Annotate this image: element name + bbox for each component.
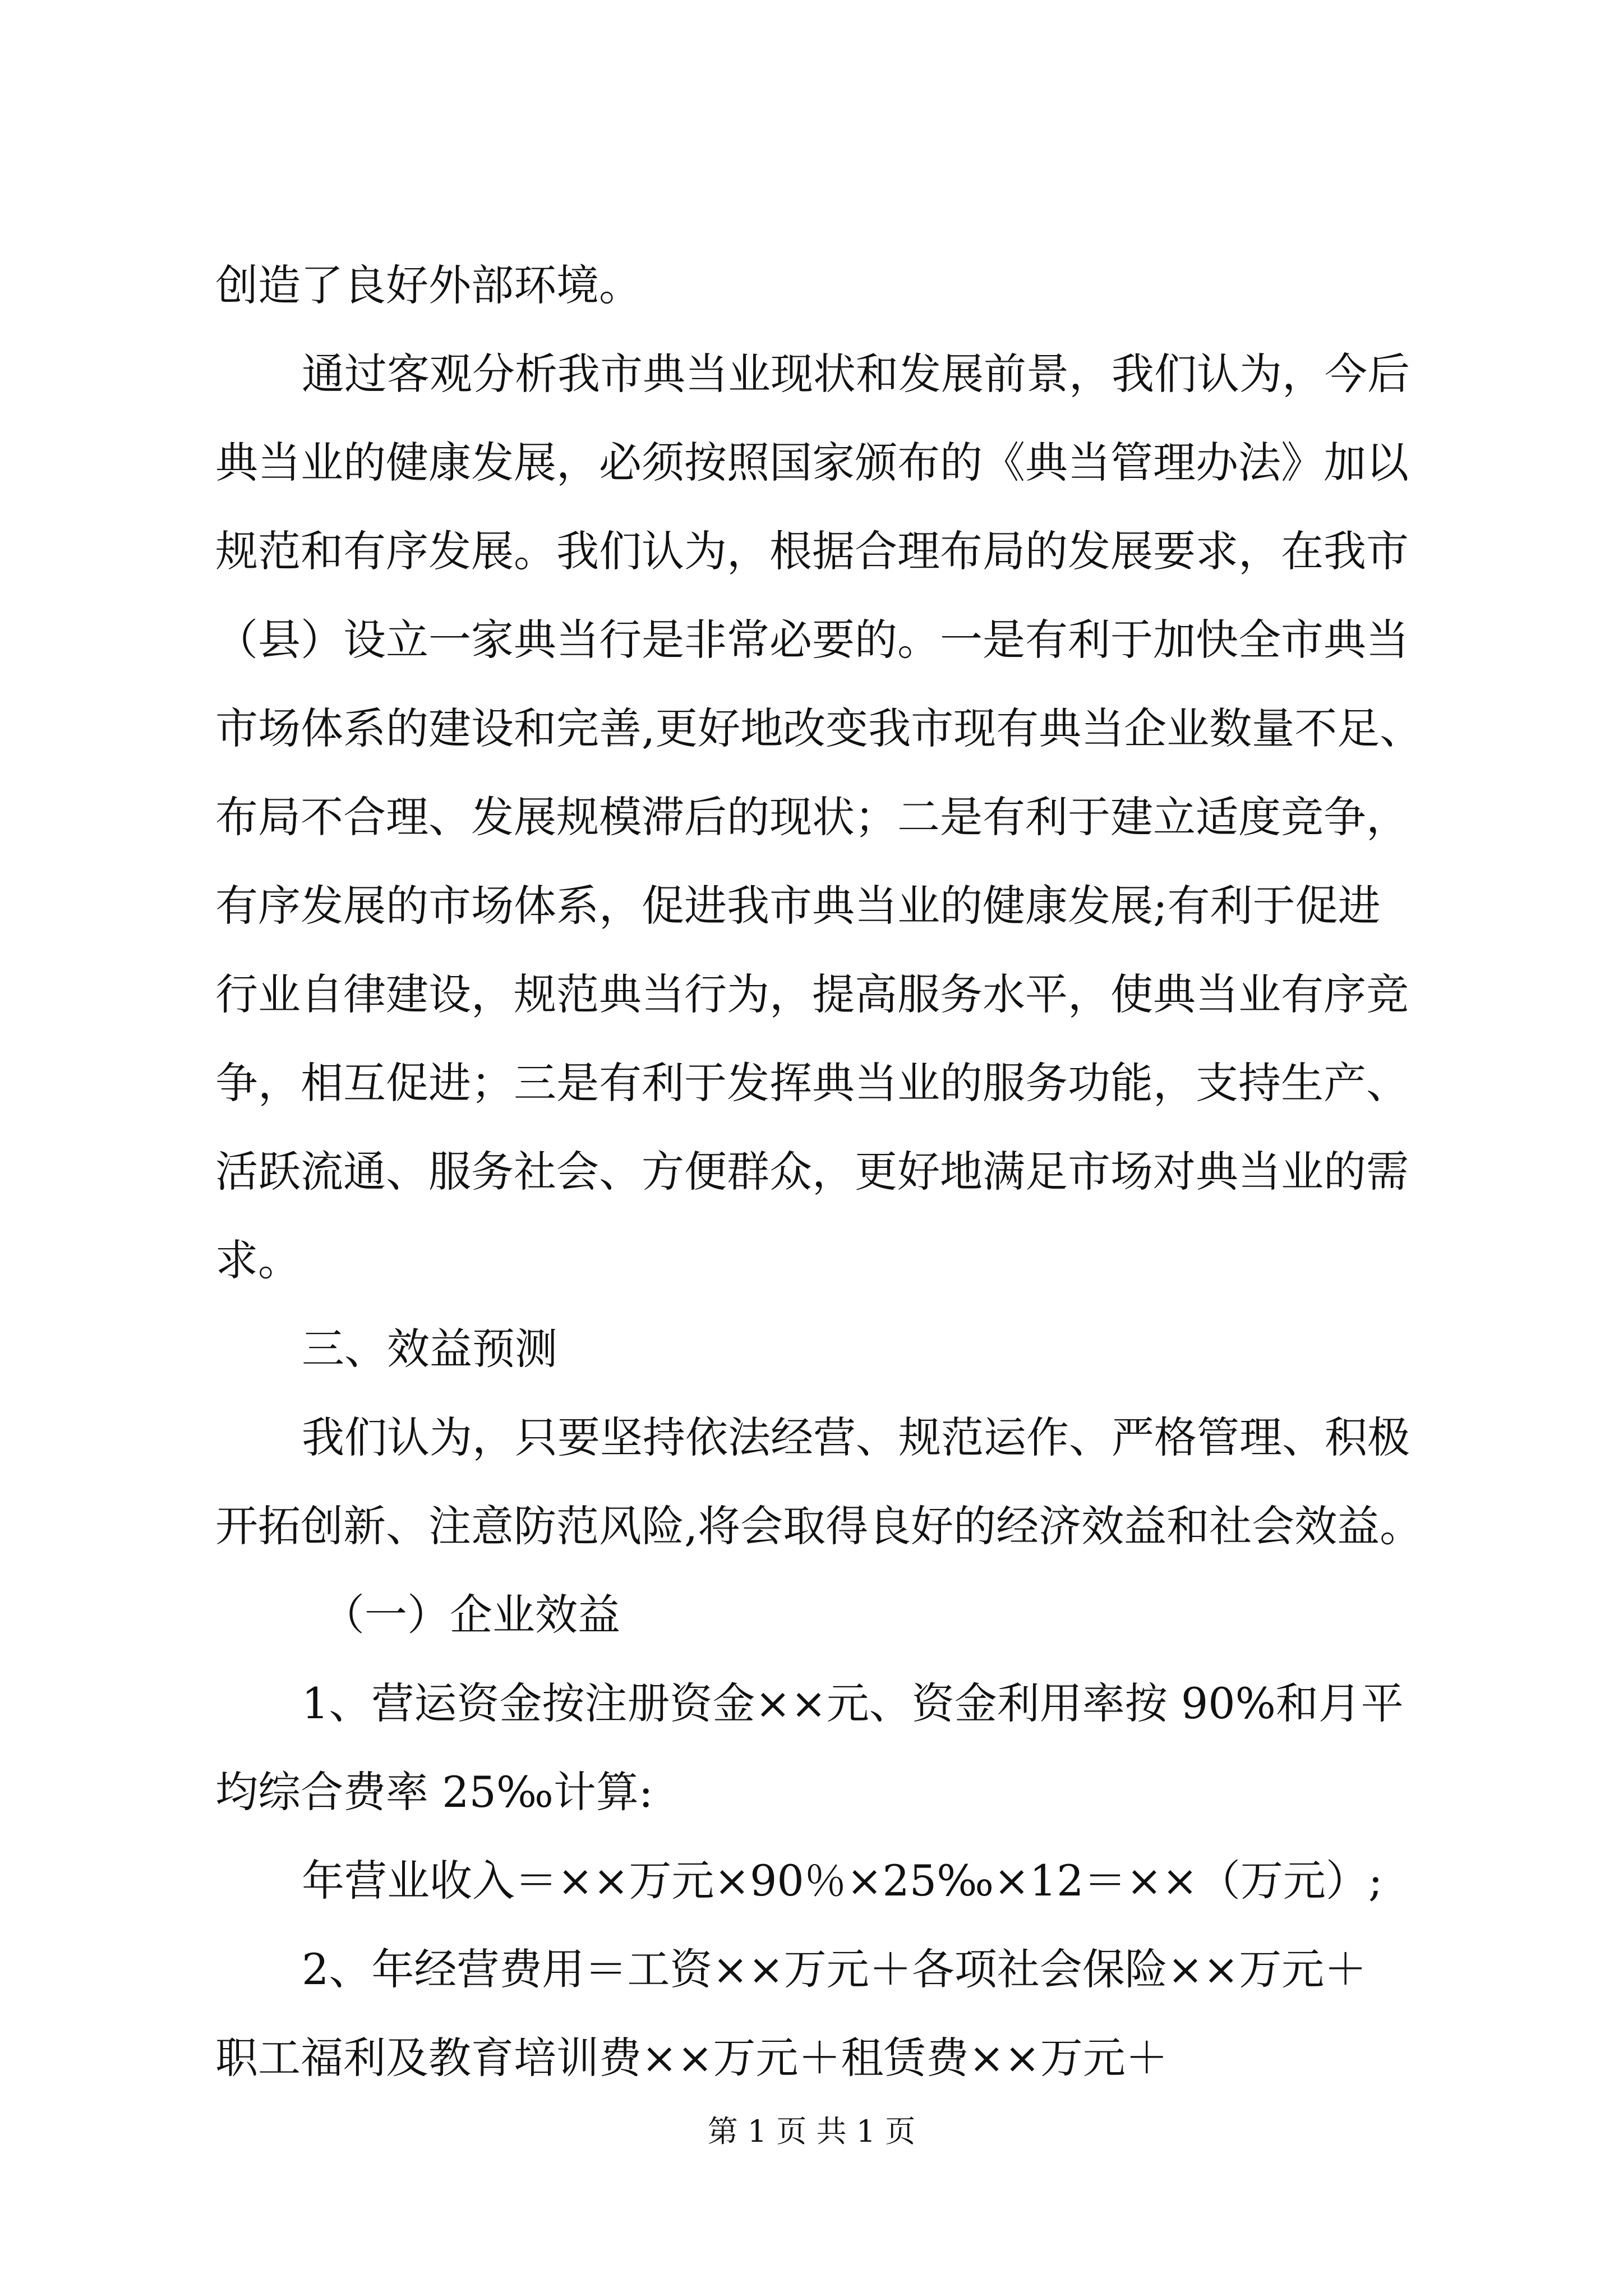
section-heading: 三、效益预测 [302,1324,557,1374]
text-line: 均综合费率 25‰计算: [215,1767,653,1817]
text-line: 求。 [215,1235,301,1285]
text-line: 职工福利及教育培训费××万元＋租赁费××万元＋ [215,2033,1168,2083]
text-line: 规范和有序发展。我们认为，根据合理布局的发展要求，在我市 [215,526,1409,576]
text-line: （县）设立一家典当行是非常必要的。一是有利于加快全市典当 [215,615,1409,665]
text-line: 市场体系的建设和完善,更好地改变我市现有典当企业数量不足、 [215,703,1423,753]
text-line: 行业自律建设，规范典当行为，提高服务水平，使典当业有序竞 [215,969,1409,1019]
paragraph-start: 通过客观分析我市典当业现状和发展前景，我们认为，今后 [302,349,1410,399]
text-line: 典当业的健康发展，必须按照国家颁布的《典当管理办法》加以 [215,438,1409,487]
text-line: 开拓创新、注意防范风险,将会取得良好的经济效益和社会效益。 [215,1501,1423,1551]
text-line: 争，相互促进；三是有利于发挥典当业的服务功能，支持生产、 [215,1058,1409,1108]
paragraph-start: 2、年经营费用＝工资××万元＋各项社会保险××万元＋ [302,1944,1367,1994]
subsection-heading: （一）企业效益 [322,1590,620,1640]
text-line: 活跃流通、服务社会、方便群众，更好地满足市场对典当业的需 [215,1147,1409,1197]
paragraph-start: 1、营运资金按注册资金××元、资金利用率按 90%和月平 [302,1678,1404,1728]
text-line: 创造了良好外部环境。 [215,260,642,310]
paragraph-start: 我们认为，只要坚持依法经营、规范运作、严格管理、积极 [302,1412,1410,1462]
text-line: 布局不合理、发展规模滞后的现状；二是有利于建立适度竞争， [215,792,1409,842]
text-line: 有序发展的市场体系，促进我市典当业的健康发展;有利于促进 [215,881,1381,931]
page-footer: 第 1 页 共 1 页 [707,2114,916,2149]
formula-line: 年营业收入＝××万元×90％×25‰×12＝××（万元）; [302,1856,1383,1906]
document-body [215,241,1427,2102]
